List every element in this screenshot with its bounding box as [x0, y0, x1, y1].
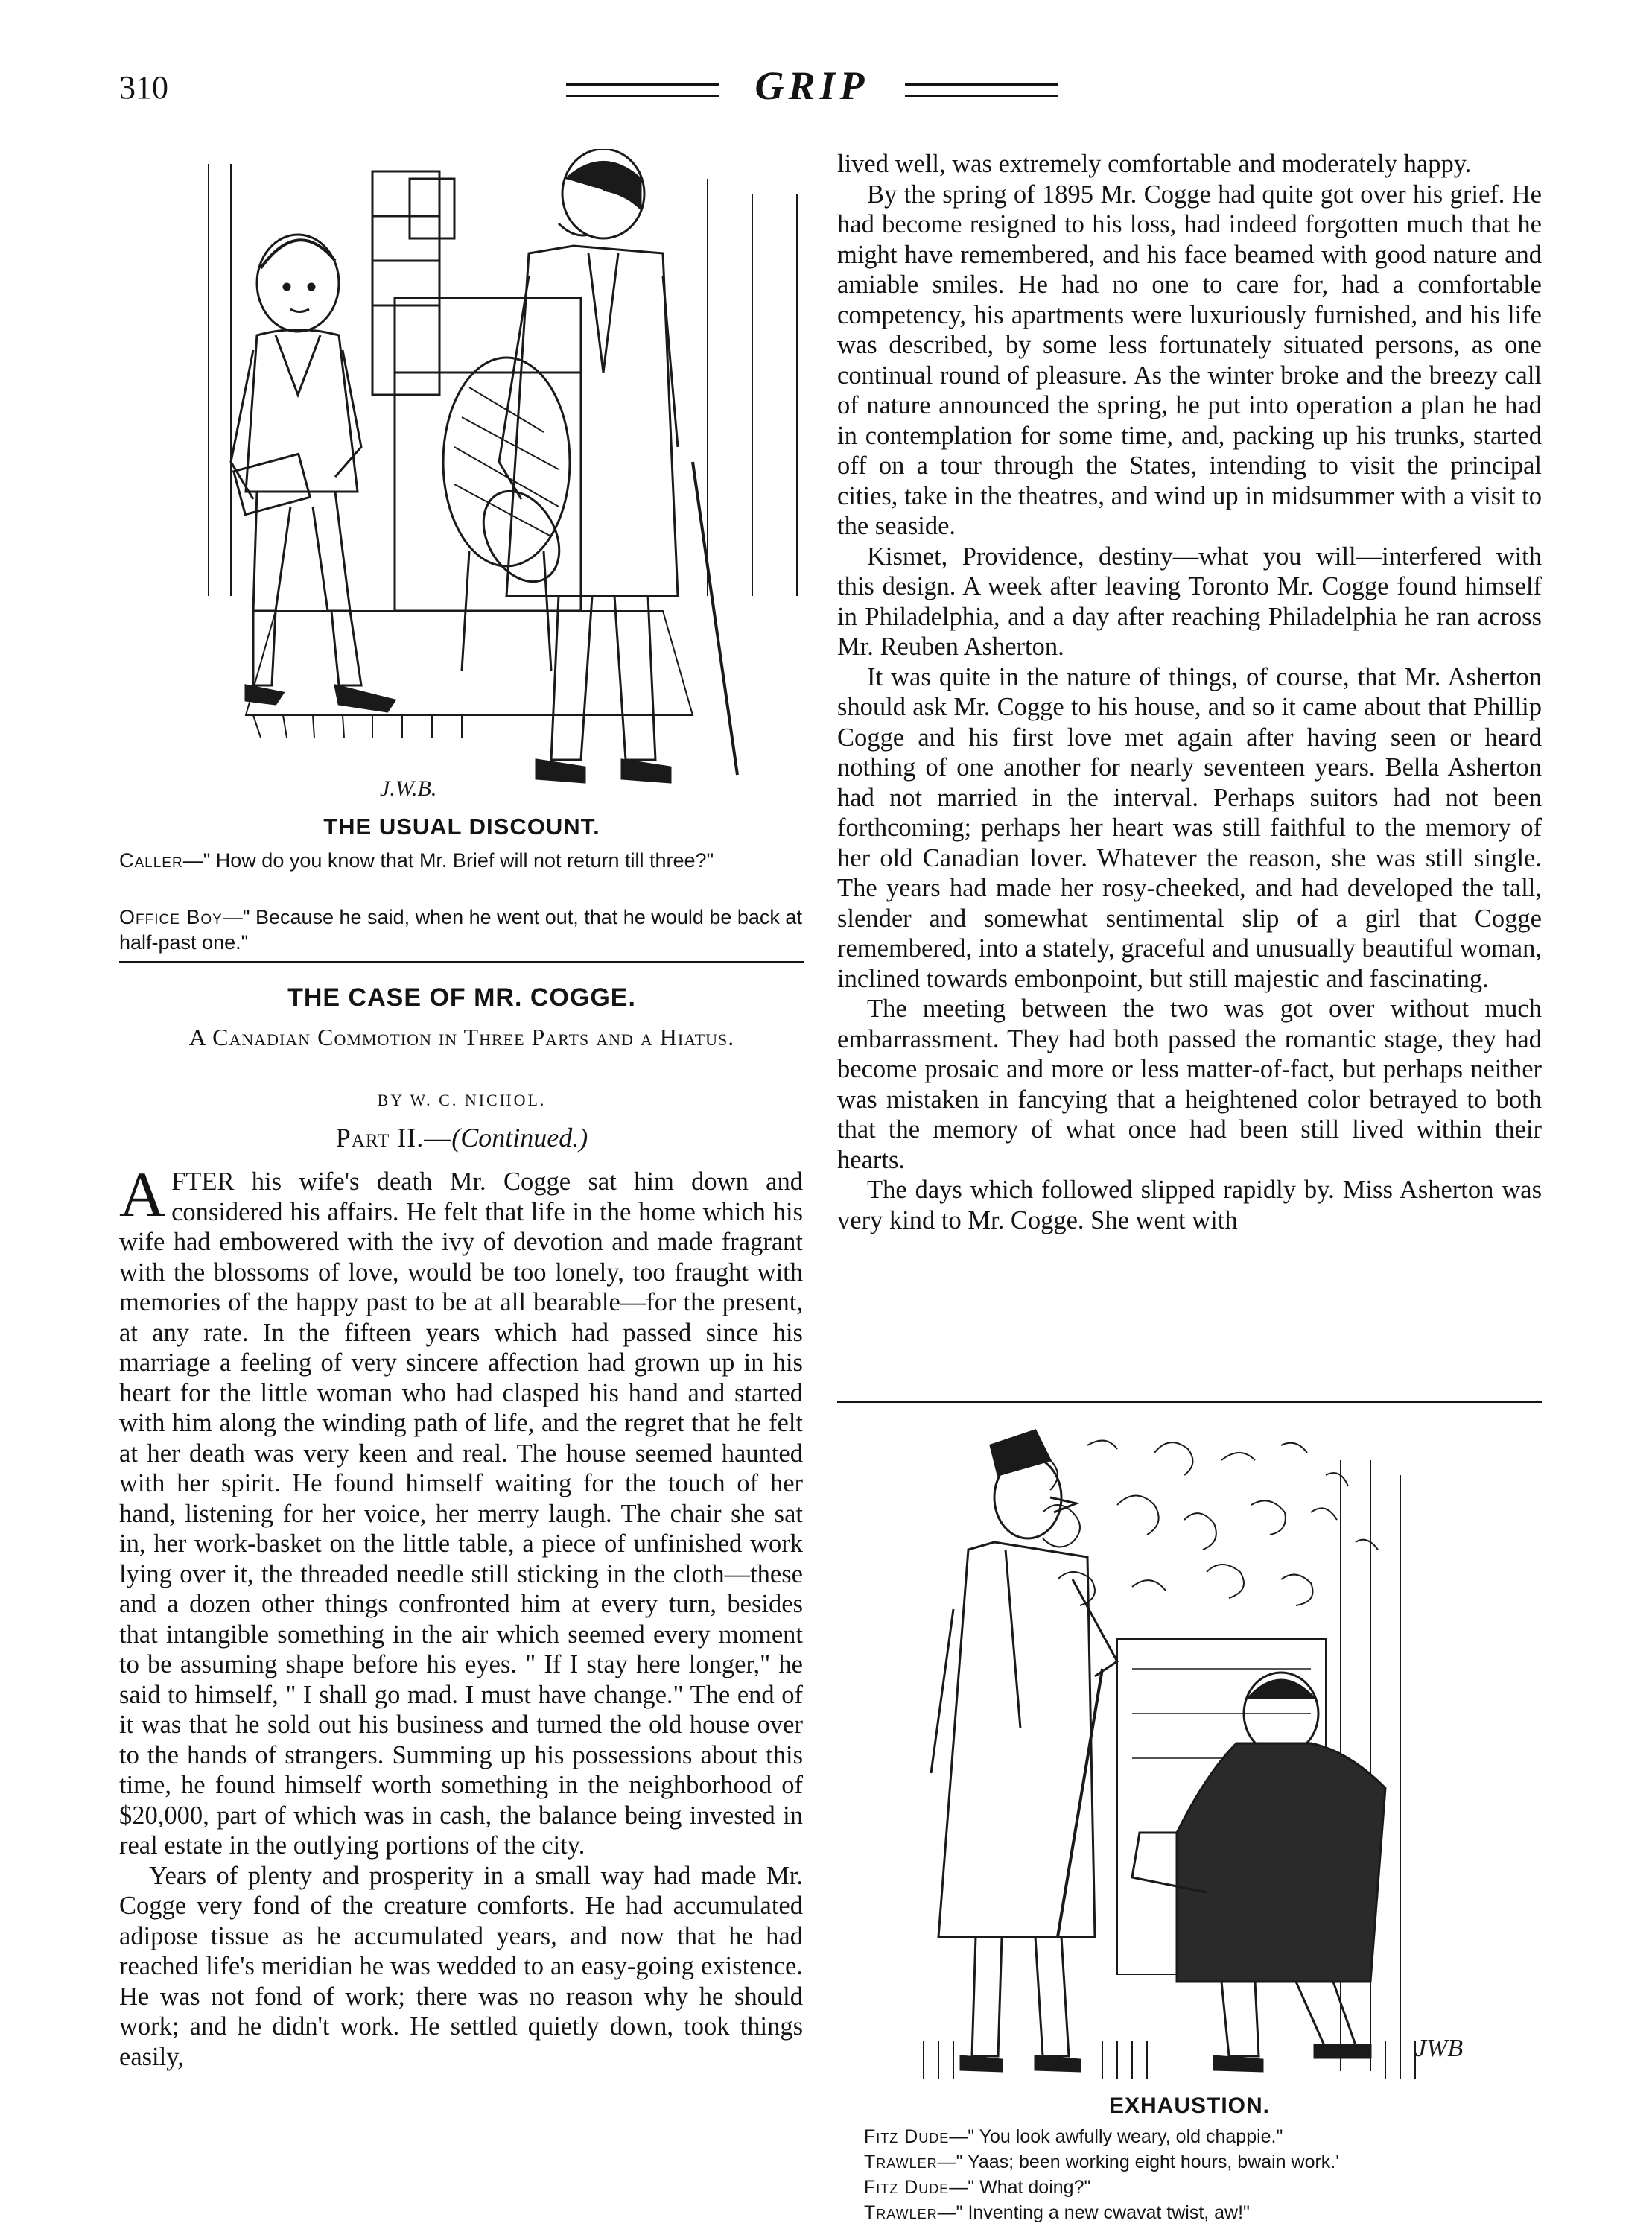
dialogue-fitz-dude-1: —" You look awfully weary, old chappie.": [949, 2126, 1283, 2147]
speaker-fitz-dude: Fitz Dude: [864, 2126, 950, 2147]
speaker-trawler: Trawler: [864, 2152, 938, 2172]
exhaustion-drawing: [909, 1416, 1490, 2086]
dialogue-office-boy: —" Because he said, when he went out, that he would be back at half-past one.": [119, 906, 802, 954]
article-paragraph: lived well, was extremely comfortable and moderately happy.: [837, 150, 1472, 178]
article-paragraph: The days which followed slipped rapidly by. Miss Asherton was very kind to Mr. Cogge. She went with: [837, 1176, 1542, 1234]
column-divider-rule: [119, 961, 804, 963]
speaker-office-boy: Office Boy: [119, 906, 223, 928]
part-label: Part II.—: [335, 1123, 452, 1153]
caption-title-exhaustion: EXHAUSTION.: [1108, 2093, 1271, 2118]
illustrator-signature-top: J.W.B.: [380, 776, 437, 801]
article-paragraph: By the spring of 1895 Mr. Cogge had quite got over his grief. He had become resigned to his loss, had indeed forgotten much that he might have remembered, and his face beamed with good nature and amiable smiles. He had no one to care for, had a comfortable competency, his apartments were luxuriously furnished, and his life was described, by some less fortunately situated persons, as one continual round of pleasure. As the winter broke and the breezy call of nature announced the spring, he put into operation a plan he had in contemplation for some time, and, packing up his trunks, started off on a tour through the States, intending to visit the principal cities, take in the theatres, and wind up in midsummer with a visit to the seaside.: [837, 180, 1542, 540]
speaker-fitz-dude: Fitz Dude: [864, 2177, 950, 2198]
fitz-dude-coat: [938, 1542, 1095, 1937]
speaker-caller: Caller: [119, 849, 183, 872]
caption-line-trawler-1: [864, 2150, 1534, 2174]
article-paragraph: The meeting between the two was got over without much embarrassment. They had both passed the romantic stage, they had become prosaic and more or less matter-of-fact, but perhaps neither was mistaken in fancying that a heightened color betrayed to both that the memory of what once had been still lived within their hearts.: [837, 995, 1542, 1174]
right-column-divider-rule: [837, 1401, 1542, 1403]
caption-line-office-boy: [119, 904, 804, 955]
article-subtitle: A Canadian Commotion in Three Parts and a Hiatus.: [188, 1024, 735, 1050]
article-paragraph: Kismet, Providence, destiny—what you will—interfered with this design. A week after leaving Toronto Mr. Cogge found himself in Philadelphia, and a day after reaching Philadelphia he ran across Mr. Reuben Asherton.: [837, 542, 1542, 661]
article-part-heading: [119, 1122, 804, 1153]
caption-line-trawler-2: [864, 2201, 1534, 2225]
speaker-trawler: Trawler: [864, 2202, 938, 2223]
fitz-dude-cane: [1058, 1669, 1102, 1937]
illustrator-signature-bottom: JWB: [1415, 2035, 1464, 2062]
walking-cane: [693, 462, 737, 775]
part-note: (Continued.): [451, 1123, 588, 1153]
caption-line-caller: [119, 848, 804, 873]
caption-line-fitz-dude-1: [864, 2125, 1534, 2149]
office-cabinet: [372, 171, 439, 395]
exhaustion-illustration: [909, 1416, 1490, 2086]
paragraph-text: FTER his wife's death Mr. Cogge sat him down and considered his affairs. He felt that life in the home which his wife had embowered with the ivy of devotion and made fragrant with the blossoms of love, would be too lonely, too fraught with memories of the happy past to be at all bearable—for the present, at any rate. In the fifteen years which had passed since his marriage a feeling of very sincere affection had grown up in his heart for the little woman who had clasped his hand and started with him along the winding path of life, and the regret that he felt at her death was very keen and real. The house seemed haunted with her spirit. He found himself waiting for the touch of her hand, listening for her voice, her merry laugh. The chair she sat in, her work-basket on the little table, a piece of unfinished work lying over it, the threaded needle still sticking in the cloth—these and a dozen other things confronted him at every turn, besides that intangible something in the air which seemed every moment to be assuming shape before his eyes. " If I stay here longer," he said to himself, " I shall go mad. I must have change." The end of it was that he sold out his business and turned the old house over to the hands of strangers. Summing up his possessions about this time, he found himself worth something in the neighborhood of $20,000, part of which was in cash, the balance being invested in real estate in the outlying portions of the city.: [119, 1167, 803, 1860]
caption-title-usual-discount: THE USUAL DISCOUNT.: [323, 814, 600, 840]
article-right-column: [837, 149, 1542, 1235]
article-byline: BY W. C. NICHOL.: [377, 1091, 547, 1109]
office-boy-head: [257, 235, 339, 332]
masthead: [566, 63, 1058, 107]
article-title: THE CASE OF MR. COGGE.: [287, 983, 636, 1012]
dialogue-trawler-1: —" Yaas; been working eight hours, bwain work.': [937, 2152, 1340, 2172]
caller-top-hat: [468, 478, 575, 595]
fitz-dude-hat: [991, 1430, 1050, 1475]
floor-rug: [246, 611, 693, 715]
article-left-column: [119, 1158, 803, 2072]
chair: [443, 358, 570, 566]
usual-discount-illustration: [186, 149, 827, 805]
drop-cap: A: [119, 1158, 166, 1230]
dialogue-caller: —" How do you know that Mr. Brief will not return till three?": [182, 849, 714, 872]
page-number: 310: [119, 69, 168, 106]
usual-discount-drawing: [186, 149, 827, 805]
dialogue-fitz-dude-2: —" What doing?": [949, 2177, 1091, 2198]
masthead-rule-right: [905, 83, 1058, 97]
article-paragraph: Years of plenty and prosperity in a small way had made Mr. Cogge very fond of the creature comforts. He had accumulated adipose tissue as he accumulated years, and now that he had reached life's meridian he was wedded to an easy-going existence. He was not fond of work; there was no reason why he should work; and he didn't work. He settled quietly down, took things easily,: [119, 1861, 803, 2071]
article-paragraph: [119, 1158, 803, 1861]
caption-line-fitz-dude-2: [864, 2175, 1534, 2199]
masthead-title: GRIP: [754, 63, 869, 108]
dialogue-trawler-2: —" Inventing a new cwavat twist, aw!": [937, 2202, 1250, 2223]
trawler-coat: [1177, 1743, 1385, 1982]
article-paragraph: It was quite in the nature of things, of course, that Mr. Asherton should ask Mr. Cogge to his house, and so it came about that Phillip Cogge and his first love met again after having seen or heard nothing of one another for nearly seventeen years. Bella Asherton had not married in the interval. Perhaps suitors had not been forthcoming; perhaps her heart was still faithful to the memory of her old Canadian lover. Whatever the reason, she was still single. The years had made her rosy-cheeked, and had developed the tall, slender and somewhat sentimental slip of a girl that Cogge remembered, into a stately, graceful and unusually beautiful woman, inclined towards embonpoint, but still majestic and fascinating.: [837, 662, 1542, 993]
roll-top-desk: [395, 298, 581, 611]
